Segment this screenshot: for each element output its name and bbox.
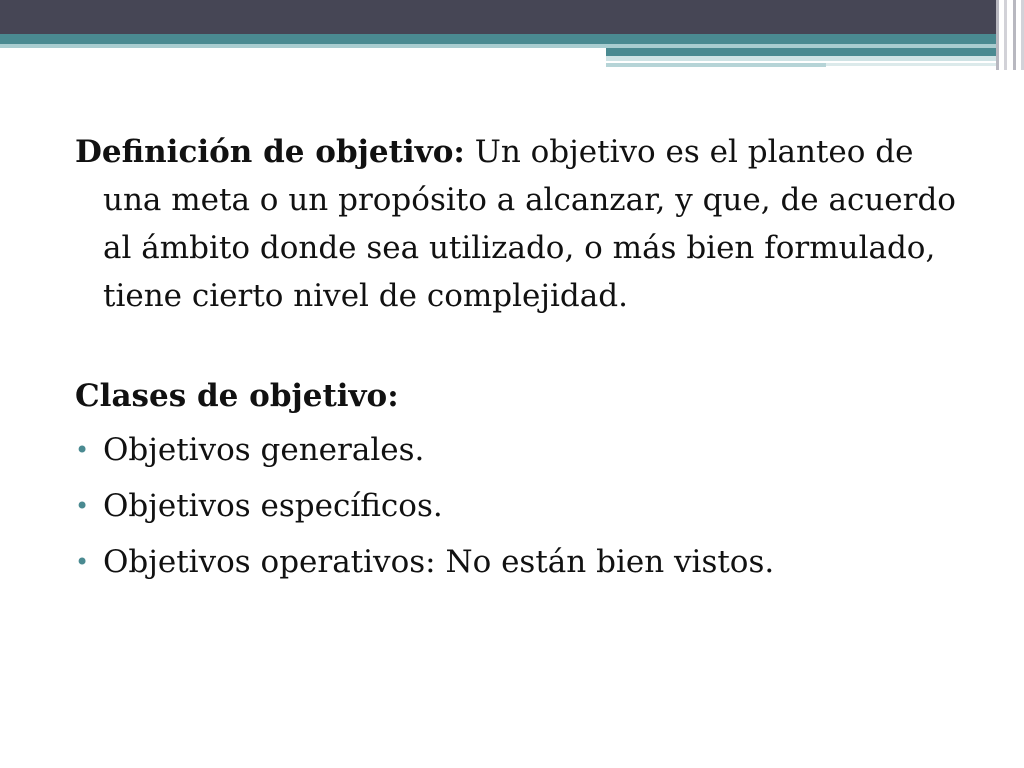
list-item-label: Objetivos operativos: No están bien vistos.	[103, 544, 775, 580]
classes-list	[75, 426, 975, 586]
definition-term: Definición de objetivo:	[75, 134, 465, 170]
header-accent-stripe	[0, 34, 1024, 44]
bullet-icon: •	[75, 548, 90, 576]
header-vertical-lines	[996, 0, 1024, 70]
bullet-icon: •	[75, 436, 90, 464]
list-item	[75, 538, 975, 586]
slide-body	[75, 128, 975, 594]
bullet-icon: •	[75, 492, 90, 520]
header-bar	[0, 0, 1024, 34]
list-item-label: Objetivos generales.	[103, 432, 425, 468]
vertical-line	[1004, 0, 1007, 70]
header-sub-stripe-faint	[826, 63, 996, 66]
definition-paragraph	[75, 128, 975, 320]
vertical-line	[996, 0, 999, 70]
header-sub-stripe	[606, 48, 996, 56]
classes-heading: Clases de objetivo:	[75, 378, 399, 414]
list-item-label: Objetivos específicos.	[103, 488, 443, 524]
vertical-line	[1013, 0, 1016, 70]
header-sub-stripe-thin	[606, 63, 826, 67]
list-item	[75, 482, 975, 530]
header-sub-stripe-light	[606, 56, 996, 61]
definition-text: Un objetivo es el planteo de una meta o un propósito a alcanzar, y que, de acuerdo al ámbito donde sea utilizado, o más bien formulado, tiene cierto nivel de complejidad.	[103, 134, 956, 314]
spacer	[75, 320, 975, 372]
list-item	[75, 426, 975, 474]
